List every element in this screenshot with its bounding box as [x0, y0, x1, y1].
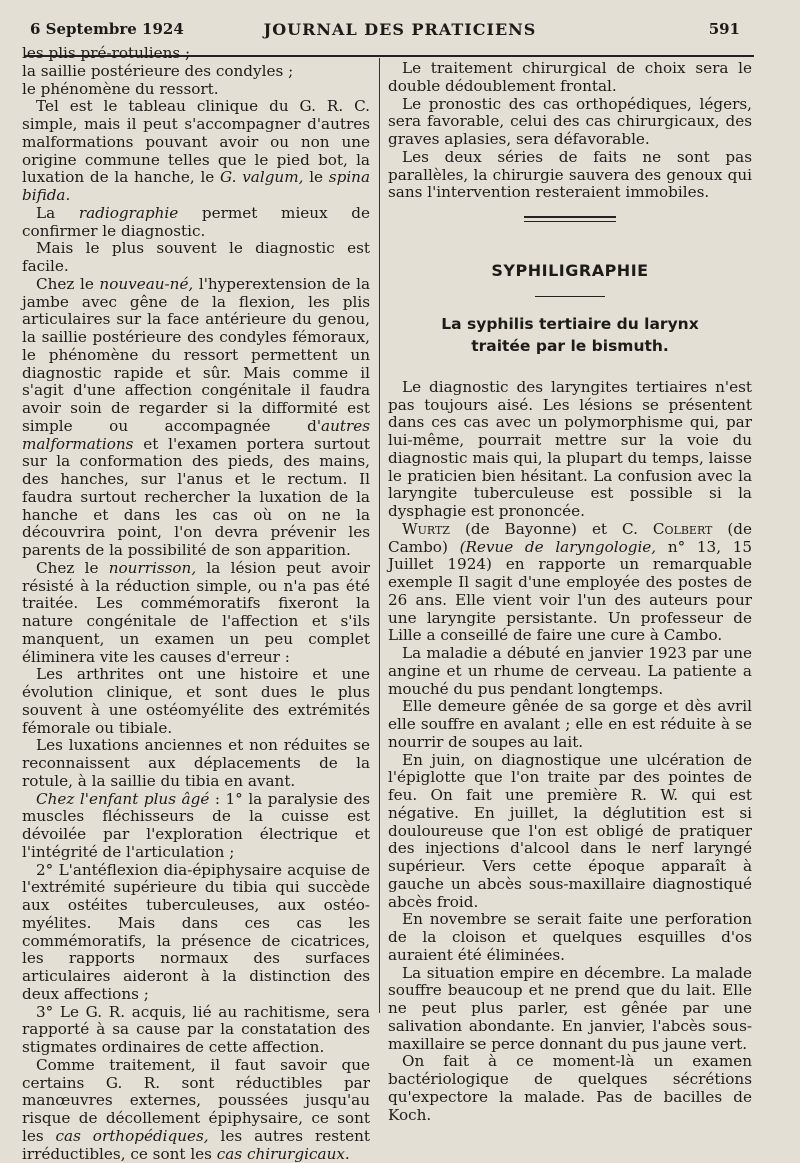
paragraph: Chez l'enfant plus âgé : 1° la paralysie des muscles fléchisseurs de la cuisse est dévoilée par l'exploration électrique et l'intégrité de l'articulation ; [22, 789, 370, 861]
paragraph: Elle demeure gênée de sa gorge et dès avril elle souffre en avalant ; elle en est réduite à se nourrir de soupes au lait. [388, 697, 752, 751]
paragraph: Tel est le tableau clinique du G. R. C. simple, mais il peut s'accompagner d'autres malformations pouvant avoir ou non une origine commune telles que le pied bot, la luxation de la hanche, le G. valgum, le spina bifida. [22, 97, 371, 204]
paragraph: Le pronostic des cas orthopédiques, légers, sera favorable, celui des cas chirurgicaux, des graves aplasies, sera défavorable. [388, 94, 752, 148]
paragraph: 3° Le G. R. acquis, lié au rachitisme, sera rapporté à sa cause par la constatation des stigmates ordinaires de cette affection. [22, 1002, 370, 1056]
column-divider [379, 58, 380, 1013]
paragraph: En novembre se serait faite une perforation de la cloison et quelques esquilles d'os auraient été éliminées. [388, 910, 752, 964]
paragraph: Mais le plus souvent le diagnostic est facile. [22, 239, 370, 275]
paragraph: Chez le nourrisson, la lésion peut avoir résisté à la réduction simple, ou n'a pas été traitée. Les commémoratifs fixeront la nature congénitale de l'affection et s'ils manquent, un examen un peu complet éliminera vite les causes d'erreur : [22, 558, 370, 666]
article-title: La syphilis tertiaire du larynx traitée par le bismuth. [441, 314, 699, 355]
title-rule [535, 296, 605, 297]
paragraph: la saillie postérieure des condyles ; [22, 61, 294, 80]
paragraph: le phénomène du ressort. [22, 79, 219, 98]
paragraph: En juin, on diagnostique une ulcération de l'épiglotte que l'on traite par des pointes de feu. On fait une première R. W. qui est négative. En juillet, la déglutition est si douloureuse que l'on est obligé de pratiquer des injections d'alcool dans le nerf laryngé supérieur. Vers cette époque apparaît à gauche un abcès sous-maxillaire diagnostiqué abcès froid. [388, 750, 752, 911]
paragraph: Comme traitement, il faut savoir que certains G. R. sont réductibles par manœuvres externes, poussées jusqu'au risque de décollement épiphysaire, ce sont les cas orthopédiques, les autres restent irréductibles, ce sont les cas chirurgicaux. [22, 1055, 370, 1163]
paragraph: On fait à ce moment-là un examen bactériologique de quelques sécrétions qu'expectore la malade. Pas de bacilles de Koch. [388, 1052, 752, 1124]
paragraph: La radiographie permet mieux de confirmer le diagnostic. [22, 203, 371, 240]
paragraph: Wurtz (de Bayonne) et C. Colbert (de Cambo) (Revue de laryngologie, n° 13, 15 Juillet 1924) en rapporte un remarquable exemple Il sagit d'une employée des postes de 26 ans. Elle vient voir l'un des auteurs pour une laryngite persistante. Un professeur de Lille a conseillé de faire une cure à Cambo. [388, 519, 753, 645]
section-separator [524, 216, 616, 222]
paragraph: Les deux séries de faits ne sont pas parallèles, la chirurgie sauvera des genoux qui sans l'intervention resteraient immobiles. [388, 147, 752, 202]
paragraph: La maladie a débuté en janvier 1923 par une angine et un rhume de cerveau. La patiente a mouché du pus pendant longtemps. [388, 644, 752, 698]
paragraph: Les arthrites ont une histoire et une évolution clinique, et sont dues le plus souvent à une ostéomyélite des extrémités fémorale ou tibiale. [22, 665, 370, 737]
right-column [388, 60, 752, 1124]
paragraph: les plis pré-rotuliens ; [22, 44, 191, 62]
paragraph: Le traitement chirurgical de choix sera le double dédoublement frontal. [388, 59, 752, 95]
paragraph: Chez le nouveau-né, l'hyperextension de la jambe avec gêne de la flexion, les plis articulaires sur la face antérieure du genou, la saillie postérieure des condyles fémoraux, le phénomène du ressort permettent un diagnostic rapide et sûr. Mais comme il s'agit d'une affection congénitale il faudra avoir soin de regarder si la difformité est simple ou accompagnée d'autres malformations et l'examen portera surtout sur la conformation des pieds, des mains, des hanches, sur l'anus et le rectum. Il faudra surtout rechercher la luxation de la hanche et dans les cas où on ne la découvrira point, l'on devra prévenir les parents de la possibilité de son apparition. [22, 274, 371, 559]
page-number: 591 [708, 20, 740, 38]
section-title: SYPHILIGRAPHIE [491, 261, 649, 280]
left-column [22, 45, 370, 1163]
paragraph: Le diagnostic des laryngites tertiaires n'est pas toujours aisé. Les lésions se présentent dans ces cas avec un polymorphisme qui, par lui-même, pourrait mettre sur la voie du diagnostic mais qui, la plupart du temps, laisse le praticien bien hésitant. La confusion avec la laryngite tuberculeuse est possible si la dysphagie est prononcée. [388, 377, 752, 520]
page-header [0, 14, 800, 44]
issue-date: 6 Septembre 1924 [30, 20, 184, 38]
paragraph: 2° L'antéflexion dia-épiphysaire acquise de l'extrémité supérieure du tibia qui succède aux ostéites tuberculeuses, aux ostéo-myélites. Mais dans ces cas les commémoratifs, la présence de cicatrices, les rapports normaux des surfaces articulaires aideront à la distinction des deux affections ; [22, 860, 370, 1003]
journal-title: JOURNAL DES PRATICIENS [263, 20, 537, 39]
paragraph: La situation empire en décembre. La malade souffre beaucoup et ne prend que du lait. Elle ne peut plus parler, est gênée par une salivation abondante. En janvier, l'abcès sous-maxillaire se perce donnant du pus jaune vert. [388, 963, 752, 1053]
paragraph: Les luxations anciennes et non réduites se reconnaissent aux déplacements de la rotule, à la saillie du tibia en avant. [22, 736, 370, 790]
